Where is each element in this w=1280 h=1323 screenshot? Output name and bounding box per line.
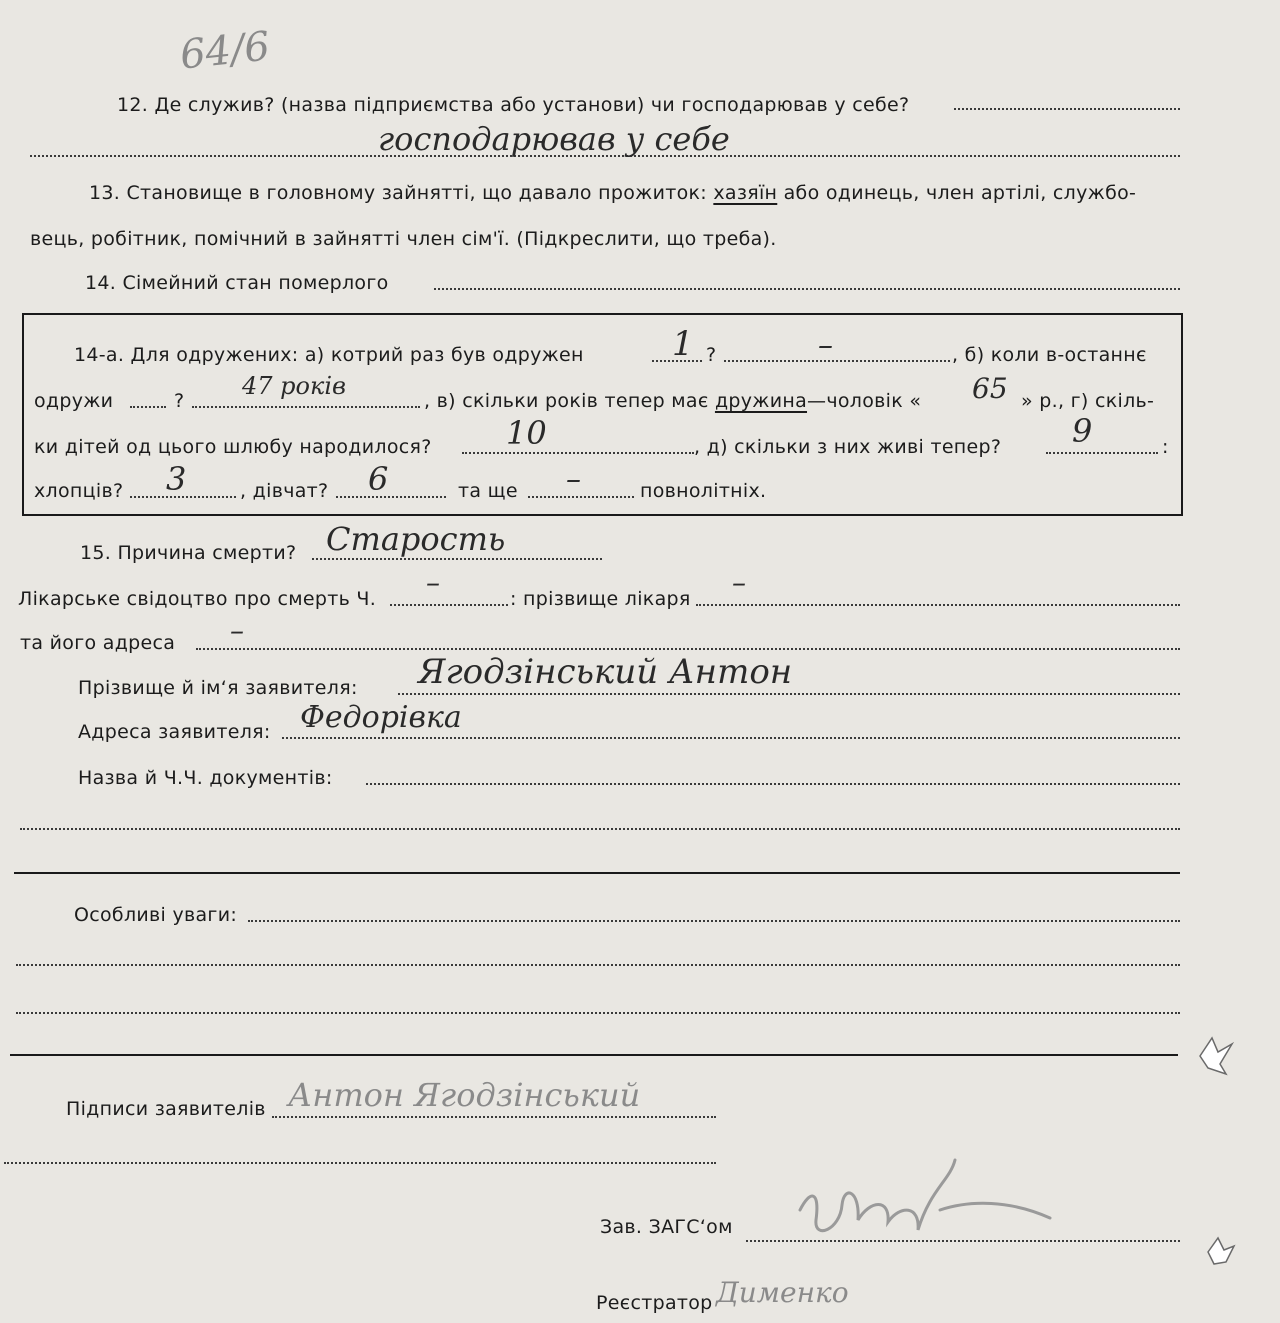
q14a-line-3-a: ки дітей од цього шлюбу народилося? [34, 436, 432, 458]
head-label: Зав. ЗАГС‘ом [600, 1216, 733, 1238]
q14a-line-3-b: , д) скільки з них живі тепер? [694, 436, 1002, 458]
q13-line-1-prefix: 13. Становище в головному зайнятті, що давало прожиток: [89, 182, 714, 204]
notes-line-1 [248, 920, 1180, 922]
adults-label: повнолітніх. [640, 480, 767, 502]
documents-line-1 [366, 783, 1180, 785]
doctor-address-value: – [230, 614, 244, 647]
q14a-line-1-question: ? [706, 344, 717, 366]
boys-label: хлопців? [34, 480, 124, 502]
q14a-line-2-c: —чоловік « [807, 390, 922, 412]
children-born-value: 10 [506, 414, 547, 452]
q14a-line-1-dash: – [818, 328, 833, 363]
doctor-line [696, 604, 1180, 606]
applicants-signature: Антон Ягодзінський [288, 1076, 641, 1114]
registrar-signature: Дименко [716, 1276, 849, 1309]
applicants-signature-line [272, 1116, 716, 1118]
girls-line [336, 496, 446, 498]
q12-answer: господарював у себе [378, 120, 730, 158]
q15-answer-line [312, 558, 602, 560]
registrar-label: Реєстратор [596, 1292, 713, 1314]
q13-line-2: вець, робітник, помічний в зайнятті член сім'ї. (Підкреслити, що треба). [30, 228, 777, 250]
q12-label: 12. Де служив? (назва підприємства або установи) чи господарював у себе? [117, 94, 910, 116]
paper-tear-mark [1196, 1030, 1236, 1080]
children-alive-value: 9 [1072, 412, 1093, 450]
documents-label: Назва й Ч.Ч. документів: [78, 767, 333, 789]
medical-cert-line [390, 604, 508, 606]
when-married-value: 47 років [242, 372, 346, 400]
paper-hole-mark [1204, 1230, 1238, 1270]
q14a-line-1-b-label: , б) коли в-останнє [952, 344, 1147, 366]
notes-line-2 [16, 964, 1180, 966]
applicants-signature-label: Підписи заявителів [66, 1098, 266, 1120]
q15-label: 15. Причина смерти? [80, 542, 297, 564]
still-minor-line [528, 496, 634, 498]
applicant-address-label: Адреса заявителя: [78, 721, 271, 743]
section-divider-1 [14, 872, 1180, 874]
applicant-name-line [398, 693, 1180, 695]
still-minor-label: та ще [458, 480, 518, 502]
q14a-line-3-c: : [1162, 436, 1169, 458]
q14a-line-2-d: » р., г) скіль- [1021, 390, 1155, 412]
notes-label: Особливі уваги: [74, 904, 238, 926]
archive-number: 64/6 [177, 23, 272, 79]
girls-value: 6 [368, 460, 389, 498]
q14-label: 14. Сімейний стан померлого [85, 272, 389, 294]
q13-line-1-suffix: або одинець, член артілі, службо- [777, 182, 1137, 204]
q15-answer: Старость [326, 520, 506, 558]
doctor-address-label: та його адреса [20, 632, 176, 654]
q12-answer-line-1 [954, 108, 1180, 110]
girls-label: , дівчат? [240, 480, 329, 502]
medical-cert-value: – [426, 566, 440, 599]
q14a-line-2-question: ? [174, 390, 185, 412]
children-born-line [462, 452, 694, 454]
spouse-underlined: дружина [714, 390, 808, 412]
applicants-signature-line-2 [4, 1162, 716, 1164]
medical-cert-label: Лікарське свідоцтво про смерть Ч. [18, 588, 377, 610]
q14-answer-line [434, 288, 1180, 290]
doctor-address-line [196, 648, 1180, 650]
q14a-line-2-b-text: , в) скільки років тепер має [424, 390, 709, 412]
doctor-value: – [732, 566, 746, 599]
q14a-line-2-a: одружи [34, 390, 114, 412]
times-married-value: 1 [672, 324, 694, 364]
q14a-line-2-b [424, 390, 921, 412]
q13-line-1 [89, 182, 1136, 204]
still-minor-value: – [566, 462, 581, 497]
when-married-line-1 [130, 406, 166, 408]
when-married-line-2 [192, 406, 420, 408]
boys-value: 3 [166, 460, 187, 498]
applicant-address-value: Федорівка [300, 700, 462, 735]
applicant-address-line [282, 737, 1180, 739]
spouse-age-value: 65 [972, 372, 1008, 405]
notes-line-3 [16, 1012, 1180, 1014]
head-signature [780, 1150, 1080, 1260]
applicant-name-label: Прізвище й ім‘я заявителя: [78, 677, 358, 699]
q14a-line-1-blank [724, 360, 950, 362]
children-alive-line [1046, 452, 1158, 454]
section-divider-2 [10, 1054, 1178, 1056]
q13-underlined-option: хазяїн [713, 182, 778, 204]
applicant-name-value: Ягодзінський Антон [418, 652, 793, 692]
documents-line-2 [20, 828, 1180, 830]
doctor-label: : прізвище лікаря [510, 588, 691, 610]
q14a-line-1-label: 14-а. Для одружених: а) котрий раз був одружен [74, 344, 584, 366]
